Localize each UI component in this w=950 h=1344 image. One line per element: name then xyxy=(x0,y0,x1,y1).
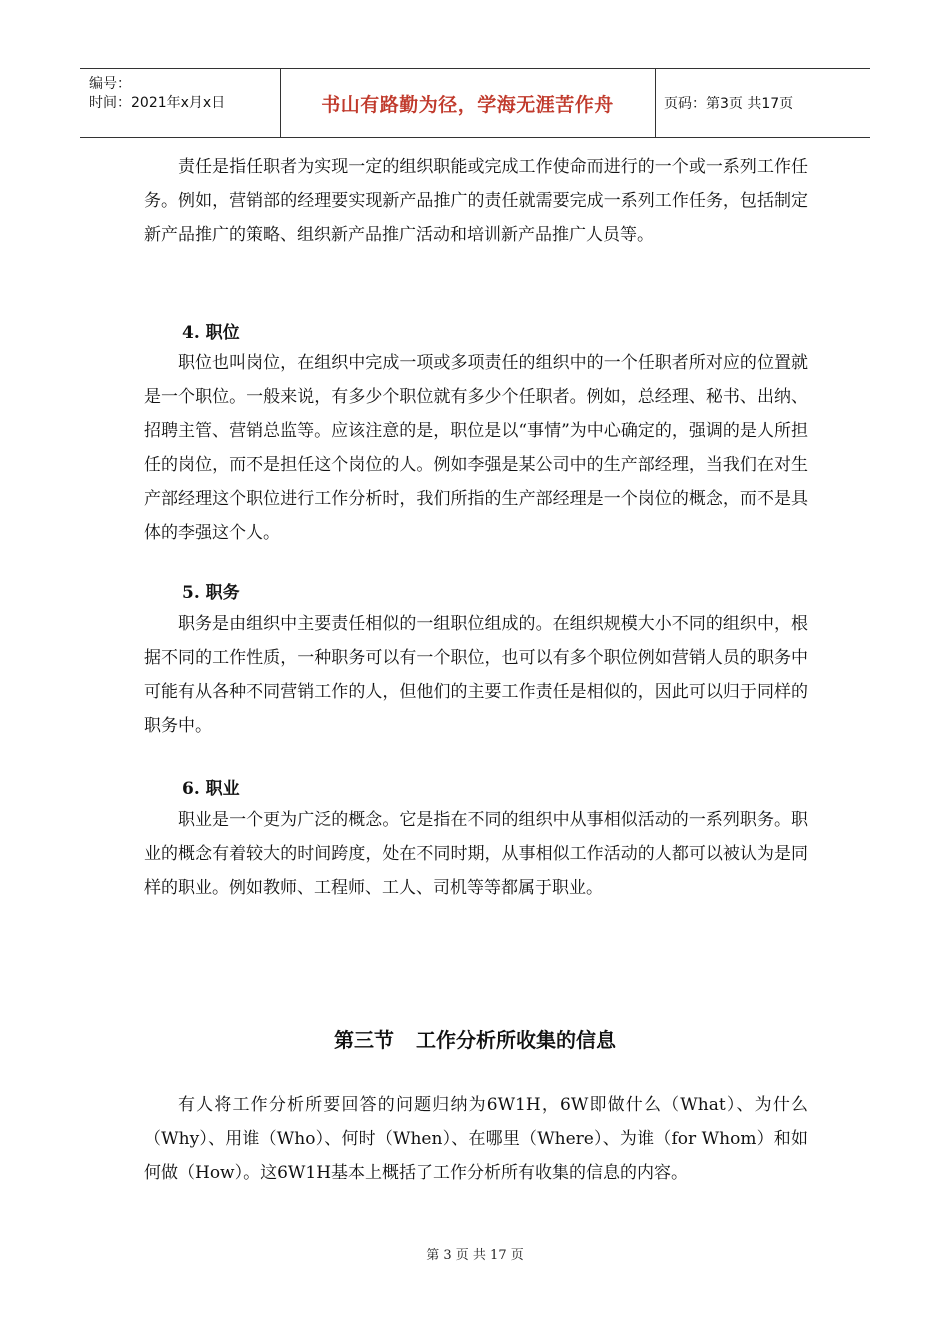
heading-duty: 5. 职务 xyxy=(182,583,240,603)
section-number: 第三节 xyxy=(334,1028,394,1052)
page-header-table xyxy=(80,68,870,138)
paragraph-responsibility: 责任是指任职者为实现一定的组织职能或完成工作使命而进行的一个或一系列工作任务。例如，营销部的经理要实现新产品推广的责任就需要完成一系列工作任务，包括制定新产品推广的策略、组织新产品推广活动和培训新产品推广人员等。 xyxy=(144,157,808,245)
document-date-label: 时间：2021年x月x日 xyxy=(89,95,226,111)
section-title: 工作分析所收集的信息 xyxy=(416,1028,616,1052)
header-page-info: 页码：第3页 共17页 xyxy=(664,96,794,112)
document-number-label: 编号： xyxy=(89,76,131,92)
paragraph-duty: 职务是由组织中主要责任相似的一组职位组成的。在组织规模大小不同的组织中，根据不同的工作性质，一种职务可以有一个职位，也可以有多个职位例如营销人员的职务中可能有从各种不同营销工作的人，但他们的主要工作责任是相似的，因此可以归于同样的职务中。 xyxy=(144,614,808,736)
heading-position: 4. 职位 xyxy=(182,323,240,343)
paragraph-6w1h: 有人将工作分析所要回答的问题归纳为6W1H，6W即做什么（What）、为什么（Why）、用谁（Who）、何时（When）、在哪里（Where）、为谁（for Whom）和如何做（How）。这6W1H基本上概括了工作分析所有收集的信息的内容。 xyxy=(144,1095,808,1183)
paragraph-occupation: 职业是一个更为广泛的概念。它是指在不同的组织中从事相似活动的一系列职务。职业的概念有着较大的时间跨度，处在不同时期，从事相似工作活动的人都可以被认为是同样的职业。例如教师、工程师、工人、司机等等都属于职业。 xyxy=(144,810,808,898)
page-footer: 第 3 页 共 17 页 xyxy=(426,1248,524,1263)
header-meta-cell xyxy=(80,69,281,137)
heading-occupation: 6. 职业 xyxy=(182,779,240,799)
paragraph-position: 职位也叫岗位，在组织中完成一项或多项责任的组织中的一个任职者所对应的位置就是一个职位。一般来说，有多少个职位就有多少个任职者。例如，总经理、秘书、出纳、招聘主管、营销总监等。应该注意的是，职位是以“事情”为中心确定的，强调的是人所担任的岗位，而不是担任这个岗位的人。例如李强是某公司中的生产部经理，当我们在对生产部经理这个职位进行工作分析时，我们所指的生产部经理是一个岗位的概念，而不是具体的李强这个人。 xyxy=(144,353,808,543)
section-heading xyxy=(0,1024,950,1053)
header-motto: 书山有路勤为径，学海无涯苦作舟 xyxy=(280,69,656,137)
